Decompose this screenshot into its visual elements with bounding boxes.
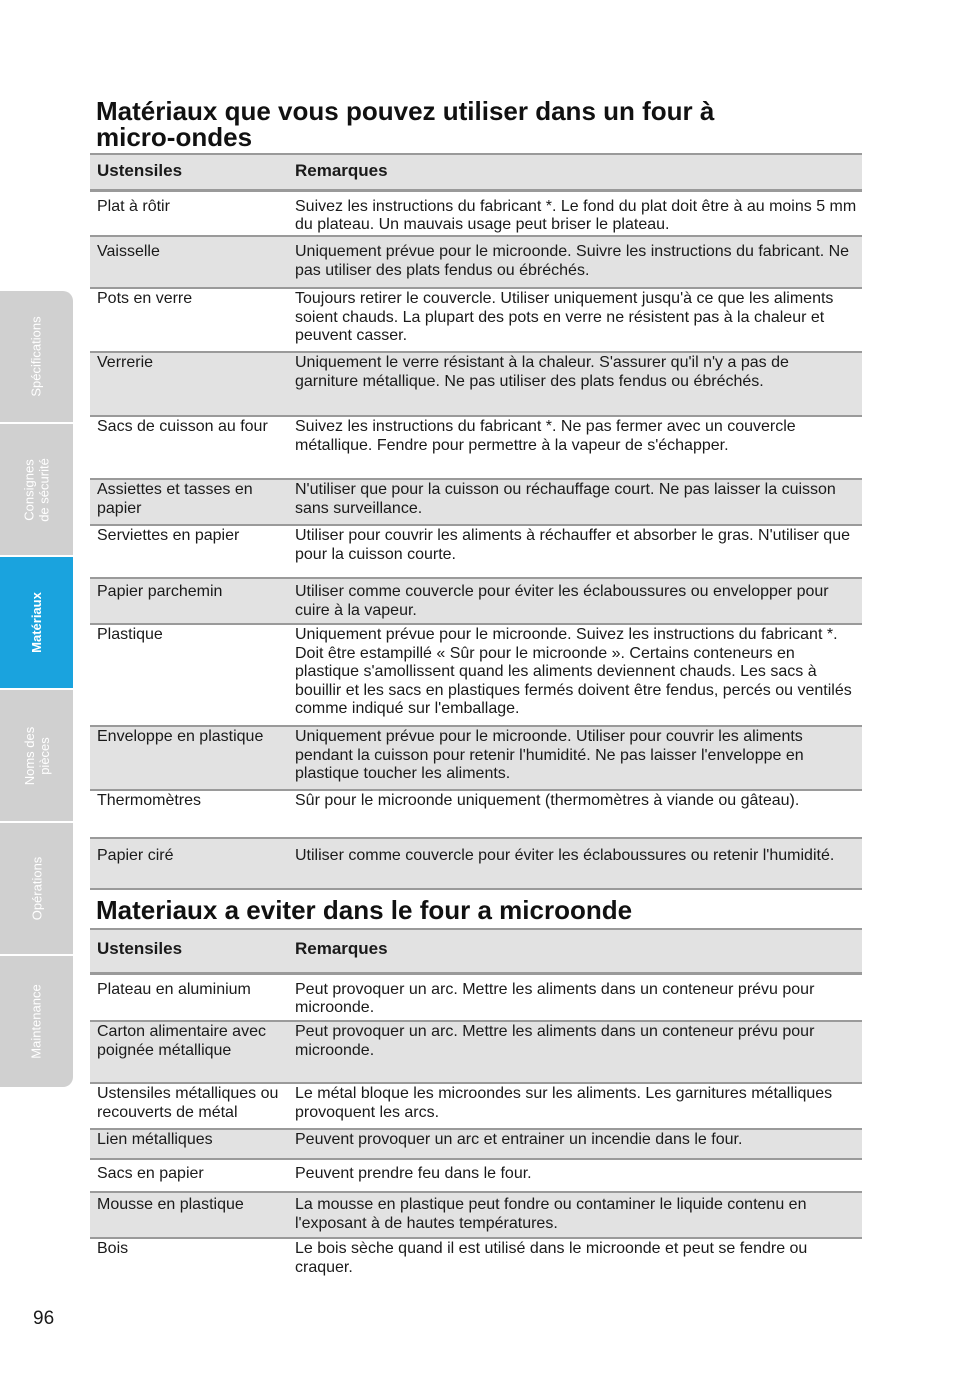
row-item: Serviettes en papier	[97, 527, 240, 544]
row-note: Utiliser pour couvrir les aliments à réchauffer et absorber le gras. N'utiliser que pour la cuisson courte.	[295, 527, 850, 563]
row-item: Sacs de cuisson au four	[97, 418, 268, 435]
row-item: Plateau en aluminium	[97, 980, 251, 998]
row-item: Pots en verre	[97, 290, 193, 307]
tab-maintenance[interactable]	[0, 956, 73, 1087]
header-ustensiles: Ustensiles	[90, 154, 288, 190]
table-row	[90, 288, 862, 352]
row-item: Bois	[97, 1240, 129, 1257]
row-note: Peuvent prendre feu dans le four.	[295, 1165, 532, 1182]
page-number: 96	[33, 1308, 55, 1329]
table-header	[90, 929, 862, 973]
header-remarques: Remarques	[288, 154, 862, 190]
table-row	[90, 190, 862, 236]
row-note: Peuvent provoquer un arc et entrainer un incendie dans le four.	[295, 1131, 743, 1148]
row-item: Sacs en papier	[97, 1165, 204, 1182]
tab-operations[interactable]	[0, 823, 73, 954]
row-item: Plat à rôtir	[97, 197, 170, 215]
row-item: Carton alimentaire avec poignée métallique	[97, 1023, 266, 1059]
section2-title: Materiaux a eviter dans le four a microonde	[96, 895, 633, 925]
materials-allowed-table	[90, 153, 862, 890]
tab-label: Spécifications	[29, 316, 44, 397]
title-line: micro-ondes	[96, 122, 253, 152]
row-item: Ustensiles métalliques ou recouverts de métal	[97, 1085, 279, 1121]
table-row	[90, 726, 862, 790]
row-item: Lien métalliques	[97, 1131, 213, 1148]
table-row	[90, 1238, 862, 1282]
table-row	[90, 416, 862, 479]
tab-label: Consignes de sécurité	[21, 457, 52, 522]
row-note: Toujours retirer le couvercle. Utiliser uniquement jusqu'à ce que les aliments soient chauds. La plupart des pots en verre ne résistent pas à la chaleur et peuvent casser.	[295, 290, 834, 344]
table-row	[90, 1129, 862, 1159]
materials-avoid-table	[90, 928, 862, 1282]
table-row	[90, 624, 862, 726]
table-row	[90, 1021, 862, 1083]
tab-label: Opérations	[29, 856, 44, 921]
table-row	[90, 973, 862, 1021]
row-item: Assiettes et tasses en papier	[97, 481, 253, 517]
row-note: Uniquement le verre résistant à la chaleur. S'assurer qu'il n'y a pas de garniture métallique. Ne pas utiliser des plats fendus ou ébréchés.	[295, 354, 789, 390]
row-note: Peut provoquer un arc. Mettre les aliments dans un conteneur prévu pour microonde.	[295, 980, 815, 1016]
tab-label: Maintenance	[29, 984, 45, 1059]
table-header	[90, 154, 862, 190]
row-note: Uniquement prévue pour le microonde. Suivre les instructions du fabricant. Ne pas utiliser des plats fendus ou ébréchés.	[295, 243, 850, 279]
row-note: Le bois sèche quand il est utilisé dans le microonde et peut se fendre ou craquer.	[295, 1240, 808, 1276]
table-row	[90, 838, 862, 889]
table-row	[90, 525, 862, 578]
section1-title	[96, 98, 714, 150]
row-item: Plastique	[97, 626, 163, 643]
table-row	[90, 236, 862, 288]
header-ustensiles: Ustensiles	[90, 929, 288, 973]
row-note: Sûr pour le microonde uniquement (thermomètres à viande ou gâteau).	[295, 792, 800, 809]
row-item: Papier parchemin	[97, 583, 223, 600]
row-item: Vaisselle	[97, 243, 160, 260]
table-row	[90, 790, 862, 838]
row-item: Thermomètres	[97, 792, 202, 809]
header-remarques: Remarques	[288, 929, 862, 973]
tab-noms-pieces[interactable]	[0, 690, 73, 821]
row-note: Suivez les instructions du fabricant *. Le fond du plat doit être à au moins 5 mm du plateau. Un mauvais usage peut briser le plateau.	[295, 197, 857, 233]
title-line: Matériaux que vous pouvez utiliser dans un four à	[96, 96, 715, 126]
row-note: Uniquement prévue pour le microonde. Utiliser pour couvrir les aliments pendant la cuisson pour retenir l'humidité. Ne pas laisser l'enveloppe en plastique toucher les aliments.	[295, 728, 804, 782]
table-row	[90, 479, 862, 525]
row-item: Mousse en plastique	[97, 1196, 244, 1213]
row-note: Utiliser comme couvercle pour éviter les éclaboussures ou envelopper pour cuire à la vapeur.	[295, 583, 829, 619]
side-navigation	[0, 291, 73, 1091]
row-note: Suivez les instructions du fabricant *. Ne pas fermer avec un couvercle métallique. Fendre pour permettre à la vapeur de s'échapper.	[295, 418, 796, 454]
row-note: Utiliser comme couvercle pour éviter les éclaboussures ou retenir l'humidité.	[295, 847, 835, 864]
row-note: Uniquement prévue pour le microonde. Suivez les instructions du fabricant *. Doit être estampillé « Sûr pour le microonde ». Certains conteneurs en plastique s'amollissent quand les aliments deviennent chauds. Les sacs à bouillir et les sacs en plastiques fermés doivent être fendus, percés ou ventilés comme indiqué sur l'emballage.	[295, 626, 852, 717]
row-note: La mousse en plastique peut fondre ou contaminer le liquide contenu en l'exposant à de hautes températures.	[295, 1196, 807, 1232]
table-row	[90, 578, 862, 624]
row-note: Le métal bloque les microondes sur les aliments. Les garnitures métalliques provoquent les arcs.	[295, 1085, 833, 1121]
table-row	[90, 352, 862, 416]
tab-consignes-securite[interactable]	[0, 424, 73, 555]
tab-label: Matériaux	[28, 592, 44, 653]
row-item: Papier ciré	[97, 847, 174, 864]
table-row	[90, 1083, 862, 1129]
tab-specifications[interactable]	[0, 291, 73, 422]
row-note: Peut provoquer un arc. Mettre les aliments dans un conteneur prévu pour microonde.	[295, 1023, 815, 1059]
row-item: Verrerie	[97, 354, 154, 371]
table-row	[90, 1192, 862, 1238]
row-note: N'utiliser que pour la cuisson ou réchauffage court. Ne pas laisser la cuisson sans surveillance.	[295, 481, 836, 517]
tab-materiaux[interactable]	[0, 557, 73, 688]
tab-label: Noms des pièces	[21, 726, 52, 785]
table-row	[90, 1159, 862, 1192]
row-item: Enveloppe en plastique	[97, 728, 264, 745]
